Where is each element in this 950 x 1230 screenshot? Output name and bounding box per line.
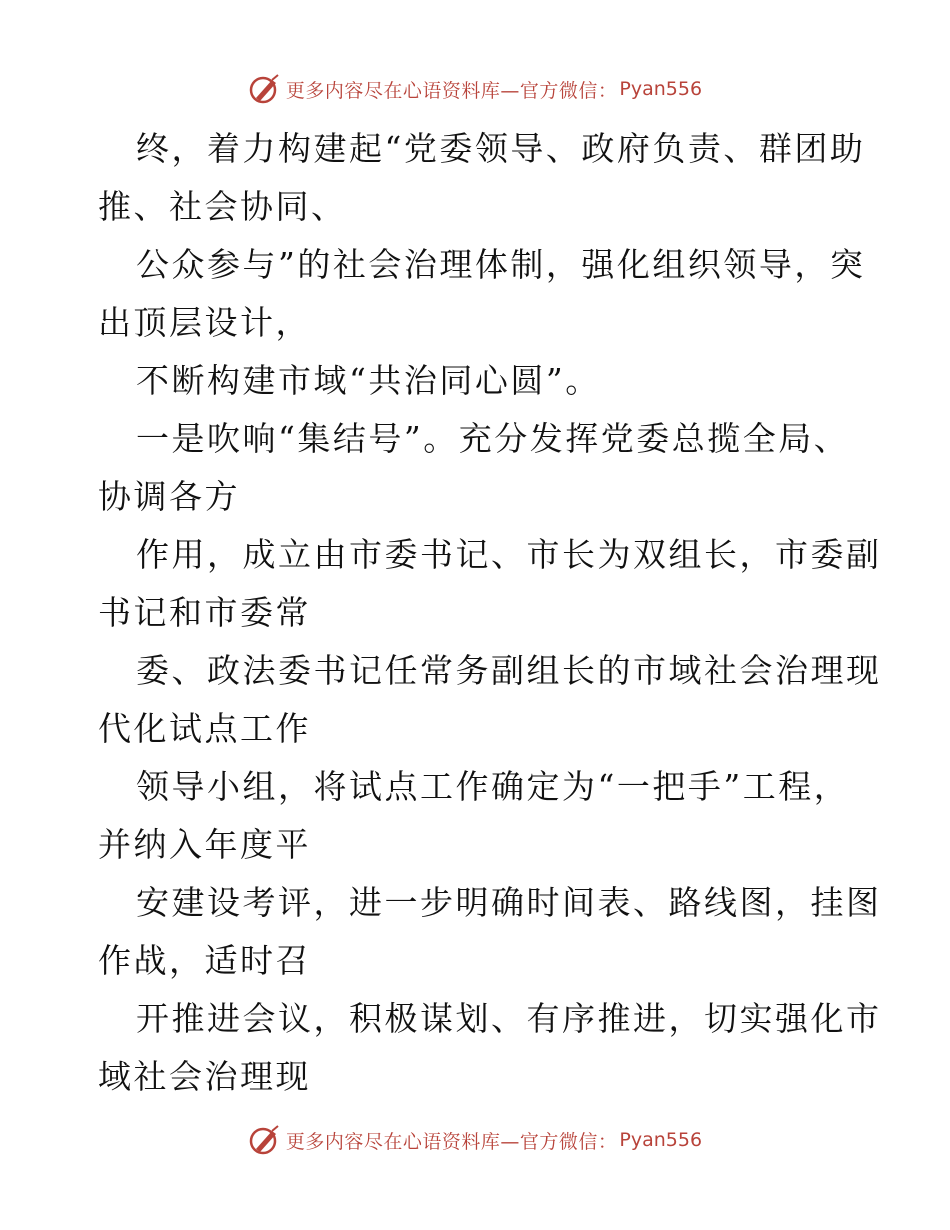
text-line: 安建设考评，进一步明确时间表、路线图，挂图	[136, 883, 882, 922]
text-line: 领导小组，将试点工作确定为“一把手”工程，	[136, 767, 850, 806]
text-line: 代化试点工作	[98, 709, 311, 748]
text-line: 不断构建市域“共治同心圆”。	[136, 361, 601, 400]
footer-wechat-id: Pyan556	[619, 1129, 703, 1151]
document-body	[98, 120, 882, 1106]
header-brand-text: 更多内容尽在心语资料库—官方微信：	[285, 79, 618, 102]
text-line: 出顶层设计，	[98, 303, 311, 342]
text-line: 委、政法委书记任常务副组长的市域社会治理现	[136, 651, 882, 690]
page-header-watermark	[0, 72, 950, 106]
pen-logo-icon	[248, 72, 282, 106]
text-line: 公众参与”的社会治理体制，强化组织领导，突	[136, 245, 866, 284]
text-line: 一是吹响“集结号”。充分发挥党委总揽全局、	[136, 419, 850, 458]
text-line: 协调各方	[98, 477, 240, 516]
text-line: 作战，适时召	[98, 941, 311, 980]
page-footer-watermark	[0, 1123, 950, 1157]
footer-brand-text: 更多内容尽在心语资料库—官方微信：	[285, 1130, 618, 1153]
text-line: 终，着力构建起“党委领导、政府负责、群团助	[136, 129, 866, 168]
pen-logo-icon	[248, 1123, 282, 1157]
text-line: 作用，成立由市委书记、市长为双组长，市委副	[136, 535, 882, 574]
text-line: 开推进会议，积极谋划、有序推进，切实强化市	[136, 999, 882, 1038]
text-line: 域社会治理现	[98, 1057, 311, 1096]
text-line: 推、社会协同、	[98, 187, 347, 226]
header-wechat-id: Pyan556	[619, 78, 703, 100]
text-line: 书记和市委常	[98, 593, 311, 632]
text-line: 并纳入年度平	[98, 825, 311, 864]
